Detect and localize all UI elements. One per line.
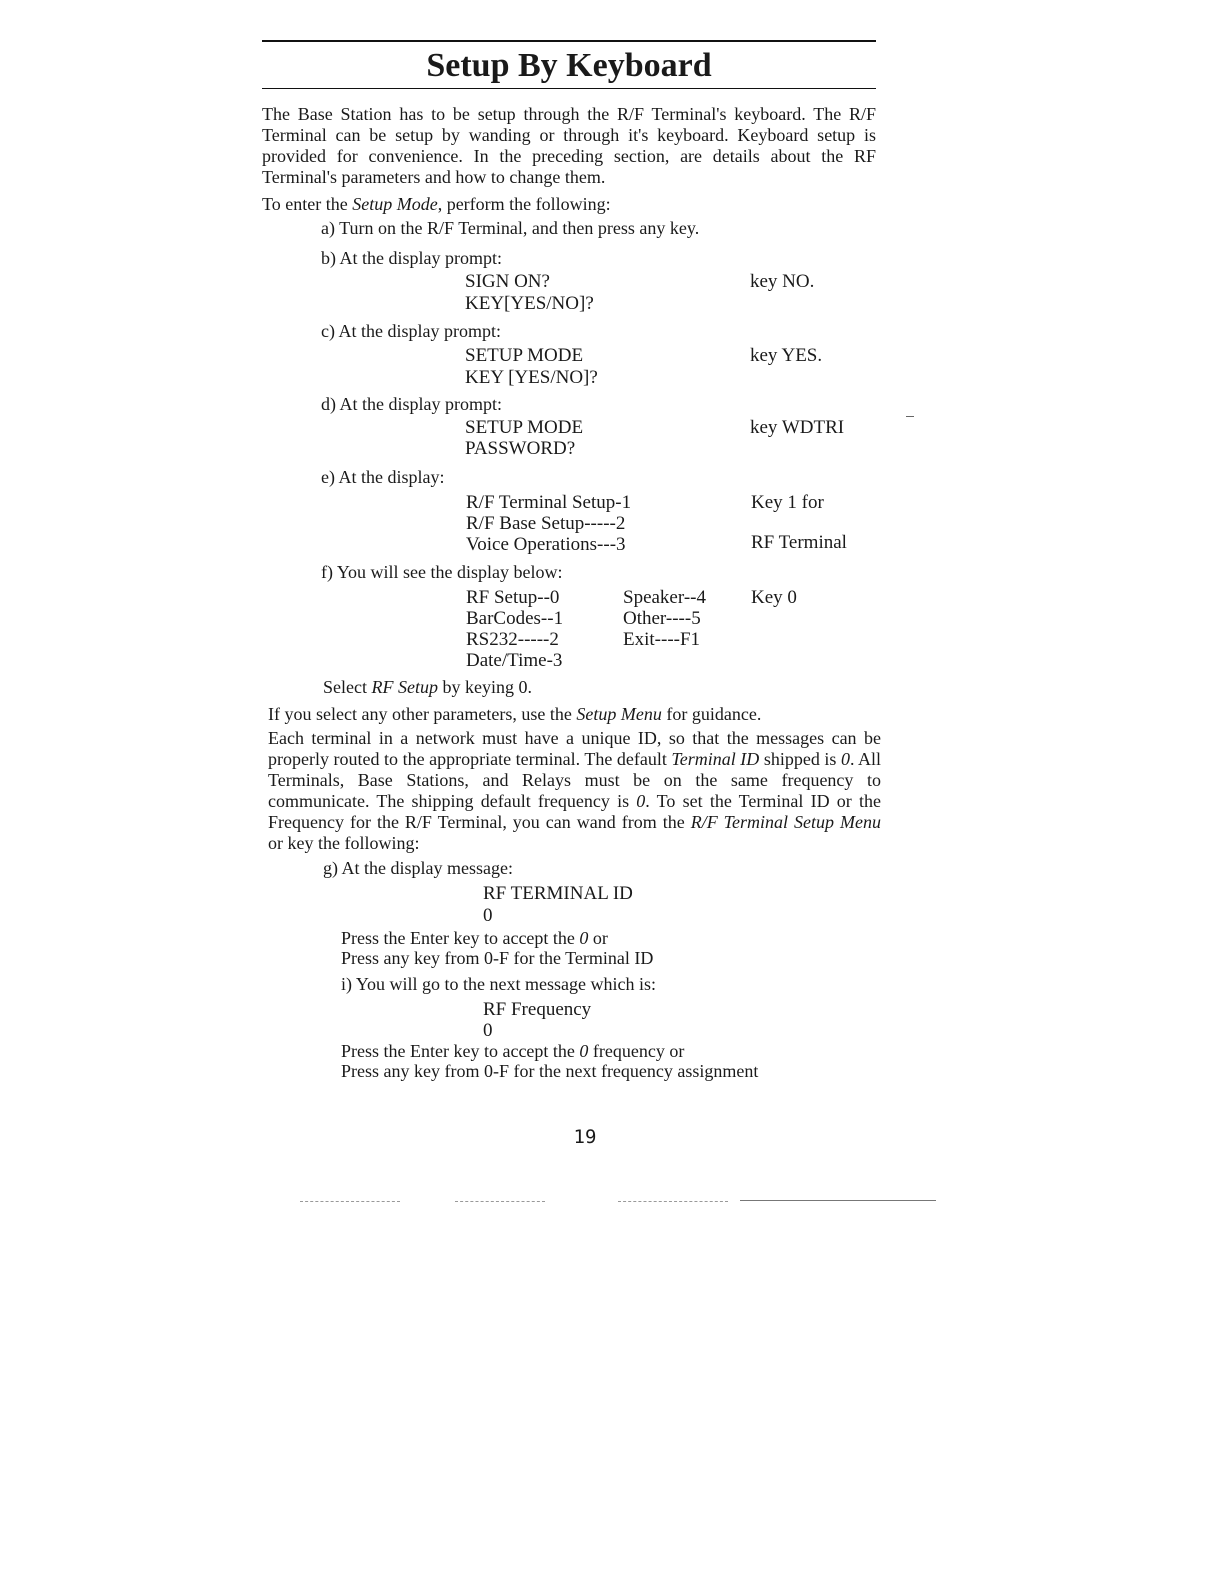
setup-menu-emphasis: Setup Menu (576, 704, 662, 724)
display-f-action: Key 0 (751, 587, 797, 608)
step-e: e) At the display: (321, 467, 445, 487)
page-number: 19 (573, 1126, 597, 1148)
scan-bottom-dashes (300, 1201, 400, 1202)
intro-paragraph: The Base Station has to be setup through the R/F Terminal's keyboard. The R/F Terminal can be setup by wanding or through it's keyboard. Keyboard setup is provided for convenience. In the preceding section, are details about the RF Terminal's parameters and how to change them. (262, 104, 876, 187)
step-f: f) You will see the display below: (321, 562, 563, 582)
page-title: Setup By Keyboard (426, 47, 712, 84)
display-d-action: key WDTRI (750, 417, 845, 438)
display-f-col1-item: RF Setup--0 (466, 587, 560, 608)
display-c-line1: SETUP MODE (465, 345, 584, 366)
scan-bottom-dashes (455, 1201, 545, 1202)
display-f-col1-item: RS232-----2 (466, 629, 559, 650)
title-underline (262, 88, 876, 89)
display-b-line2: KEY[YES/NO]? (465, 293, 594, 314)
network-paragraph: Each terminal in a network must have a unique ID, so that the messages can be properly routed to the appropriate terminal. The default Terminal ID shipped is 0. All Terminals, Base Stations, and Relays must be on the same frequency to communicate. The shipping default frequency is 0. To set the Terminal ID or the Frequency for the R/F Terminal, you can wand from the R/F Terminal Setup Menu or key the following: (268, 728, 881, 853)
step-i: i) You will go to the next message which is: (341, 974, 656, 994)
g-instruction-1: Press the Enter key to accept the 0 or (341, 928, 608, 948)
step-a: a) Turn on the R/F Terminal, and then press any key. (321, 218, 700, 238)
display-f-col2-item: Exit----F1 (623, 629, 701, 650)
display-c-line2: KEY [YES/NO]? (465, 367, 598, 388)
display-i-line2: 0 (483, 1020, 493, 1041)
display-b-action: key NO. (750, 271, 815, 292)
step-b: b) At the display prompt: (321, 248, 502, 268)
scan-bottom-line (740, 1200, 936, 1201)
scan-speck (906, 416, 914, 417)
other-parameters-line: If you select any other parameters, use the Setup Menu for guidance. (268, 704, 762, 724)
step-g: g) At the display message: (323, 858, 513, 878)
display-g-line1: RF TERMINAL ID (483, 883, 633, 904)
display-b-line1: SIGN ON? (465, 271, 550, 292)
display-e-action2: RF Terminal (751, 532, 847, 553)
terminal-setup-menu-emphasis: R/F Terminal Setup Menu (690, 812, 881, 832)
display-e-line2: R/F Base Setup-----2 (466, 513, 626, 534)
default-frequency-emphasis: 0 (636, 791, 646, 811)
enter-setup-mode-line: To enter the Setup Mode, perform the following: (262, 194, 611, 214)
i-instruction-2: Press any key from 0-F for the next frequency assignment (341, 1061, 759, 1081)
display-d-line2: PASSWORD? (465, 438, 576, 459)
display-d-line1: SETUP MODE (465, 417, 584, 438)
g-instruction-2: Press any key from 0-F for the Terminal ID (341, 948, 654, 968)
setup-mode-emphasis: Setup Mode (352, 194, 438, 214)
display-e-action1: Key 1 for (751, 492, 824, 513)
display-g-line2: 0 (483, 905, 493, 926)
display-f-col1-item: Date/Time-3 (466, 650, 563, 671)
display-f-col1-item: BarCodes--1 (466, 608, 564, 629)
display-e-line3: Voice Operations---3 (466, 534, 626, 555)
display-f-col2-item: Other----5 (623, 608, 701, 629)
rf-setup-emphasis: RF Setup (371, 677, 438, 697)
display-i-line1: RF Frequency (483, 999, 592, 1020)
i-instruction-1: Press the Enter key to accept the 0 frequency or (341, 1041, 685, 1061)
display-f-col2-item: Speaker--4 (623, 587, 706, 608)
top-rule (262, 40, 876, 42)
terminal-id-emphasis: Terminal ID (671, 749, 760, 769)
display-e-line1: R/F Terminal Setup-1 (466, 492, 632, 513)
select-rf-setup-line: Select RF Setup by keying 0. (323, 677, 532, 697)
step-d: d) At the display prompt: (321, 394, 502, 414)
scan-bottom-dashes (618, 1201, 728, 1202)
display-c-action: key YES. (750, 345, 823, 366)
step-c: c) At the display prompt: (321, 321, 501, 341)
default-id-emphasis: 0 (840, 749, 850, 769)
